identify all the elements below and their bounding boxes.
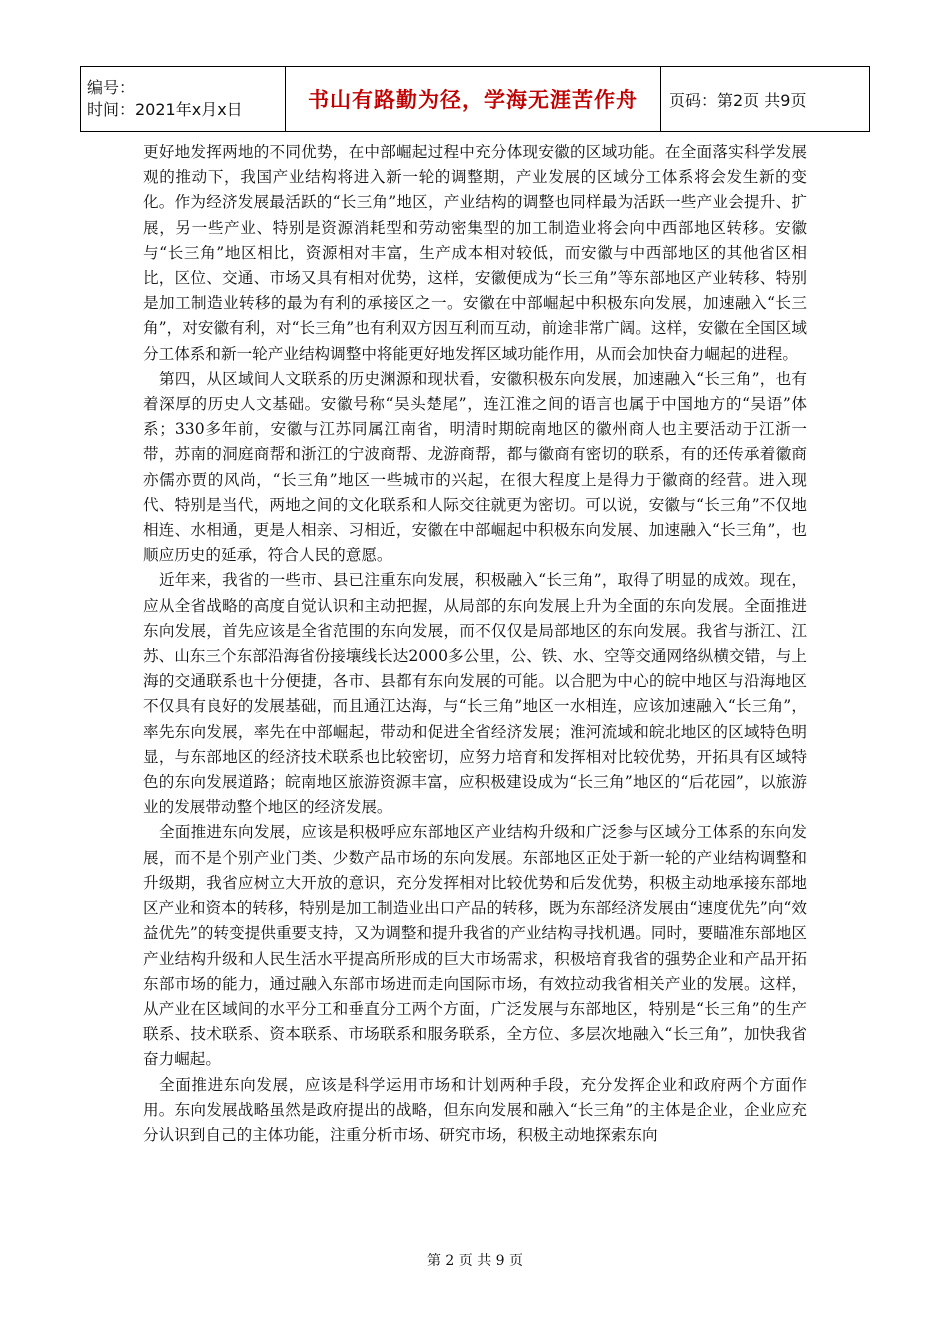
document-number-label: 编号： bbox=[87, 78, 136, 97]
header-meta bbox=[81, 67, 286, 132]
body-paragraph: 第四，从区域间人文联系的历史渊源和现状看，安徽积极东向发展，加速融入“长三角”，也有着深厚的历史人文基础。安徽号称“吴头楚尾”，连江淮之间的语言也属于中国地方的“吴语”体系；330多年前，安徽与江苏同属江南省，明清时期皖南地区的徽州商人也主要活动于江浙一带，苏南的洞庭商帮和浙江的宁波商帮、龙游商帮，都与徽商有密切的联系，有的还传承着徽商亦儒亦贾的风尚，“长三角”地区一些城市的兴起，在很大程度上是得力于徽商的经营。进入现代、特别是当代，两地之间的文化联系和人际交往就更为密切。可以说，安徽与“长三角”不仅地相连、水相通，更是人相亲、习相近，安徽在中部崛起中积极东向发展、加速融入“长三角”，也顺应历史的延承，符合人民的意愿。 bbox=[143, 369, 807, 565]
body-paragraph: 全面推进东向发展，应该是积极呼应东部地区产业结构升级和广泛参与区域分工体系的东向发展，而不是个别产业门类、少数产品市场的东向发展。东部地区正处于新一轮的产业结构调整和升级期，我省应树立大开放的意识，充分发挥相对比较优势和后发优势，积极主动地承接东部地区产业和资本的转移，特别是加工制造业出口产品的转移，既为东部经济发展由“速度优先”向“效益优先”的转变提供重要支持，又为调整和提升我省的产业结构寻找机遇。同时，要瞄准东部地区产业结构升级和人民生活水平提高所形成的巨大市场需求，积极培育我省的强势企业和产品开拓东部市场的能力，通过融入东部市场进而走向国际市场，有效拉动我省相关产业的发展。这样，从产业在区域间的水平分工和垂直分工两个方面，广泛发展与东部地区，特别是“长三角”的生产联系、技术联系、资本联系、市场联系和服务联系，全方位、多层次地融入“长三角”，加快我省奋力崛起。 bbox=[143, 823, 807, 1069]
header-page-info: 页码：第2页 共9页 bbox=[661, 67, 870, 132]
body-paragraph: 全面推进东向发展，应该是科学运用市场和计划两种手段，充分发挥企业和政府两个方面作用。东向发展战略虽然是政府提出的战略，但东向发展和融入“长三角”的主体是企业，企业应充分认识到自己的主体功能，注重分析市场、研究市场，积极主动地探索东向 bbox=[143, 1075, 807, 1144]
document-body bbox=[143, 140, 807, 1148]
body-paragraph: 近年来，我省的一些市、县已注重东向发展，积极融入“长三角”，取得了明显的成效。现在，应从全省战略的高度自觉认识和主动把握，从局部的东向发展上升为全面的东向发展。全面推进东向发展，首先应该是全省范围的东向发展，而不仅仅是局部地区的东向发展。我省与浙江、江苏、山东三个东部沿海省份接壤线长达2000多公里，公、铁、水、空等交通网络纵横交错，与上海的交通联系也十分便捷，各市、县都有东向发展的可能。以合肥为中心的皖中地区与沿海地区不仅具有良好的发展基础，而且通江达海，与“长三角”地区一水相连，应该加速融入“长三角”，率先东向发展，率先在中部崛起，带动和促进全省经济发展；淮河流域和皖北地区的区域特色明显，与东部地区的经济技术联系也比较密切，应努力培育和发挥相对比较优势，开拓具有区域特色的东向发展道路；皖南地区旅游资源丰富，应积极建设成为“长三角”地区的“后花园”，以旅游业的发展带动整个地区的经济发展。 bbox=[143, 571, 807, 817]
document-date-label: 时间：2021年x月x日 bbox=[87, 100, 243, 119]
body-paragraph: 更好地发挥两地的不同优势，在中部崛起过程中充分体现安徽的区域功能。在全面落实科学发展观的推动下，我国产业结构将进入新一轮的调整期，产业发展的区域分工体系将会发生新的变化。作为经济发展最活跃的“长三角”地区，产业结构的调整也同样最为活跃一些产业会提升、扩展，另一些产业、特别是资源消耗型和劳动密集型的加工制造业将会向中西部地区转移。安徽与“长三角”地区相比，资源相对丰富，生产成本相对较低，而安徽与中西部地区的其他省区相比，区位、交通、市场又具有相对优势，这样，安徽便成为“长三角”等东部地区产业转移、特别是加工制造业转移的最为有利的承接区之一。安徽在中部崛起中积极东向发展，加速融入“长三角”，对安徽有利，对“长三角”也有利双方因互利而互动，前途非常广阔。这样，安徽在全国区域分工体系和新一轮产业结构调整中将能更好地发挥区域功能作用，从而会加快奋力崛起的进程。 bbox=[143, 143, 807, 363]
page-footer: 第 2 页 共 9 页 bbox=[426, 1253, 524, 1269]
header-motto: 书山有路勤为径，学海无涯苦作舟 bbox=[286, 67, 661, 132]
page-header bbox=[80, 66, 870, 132]
